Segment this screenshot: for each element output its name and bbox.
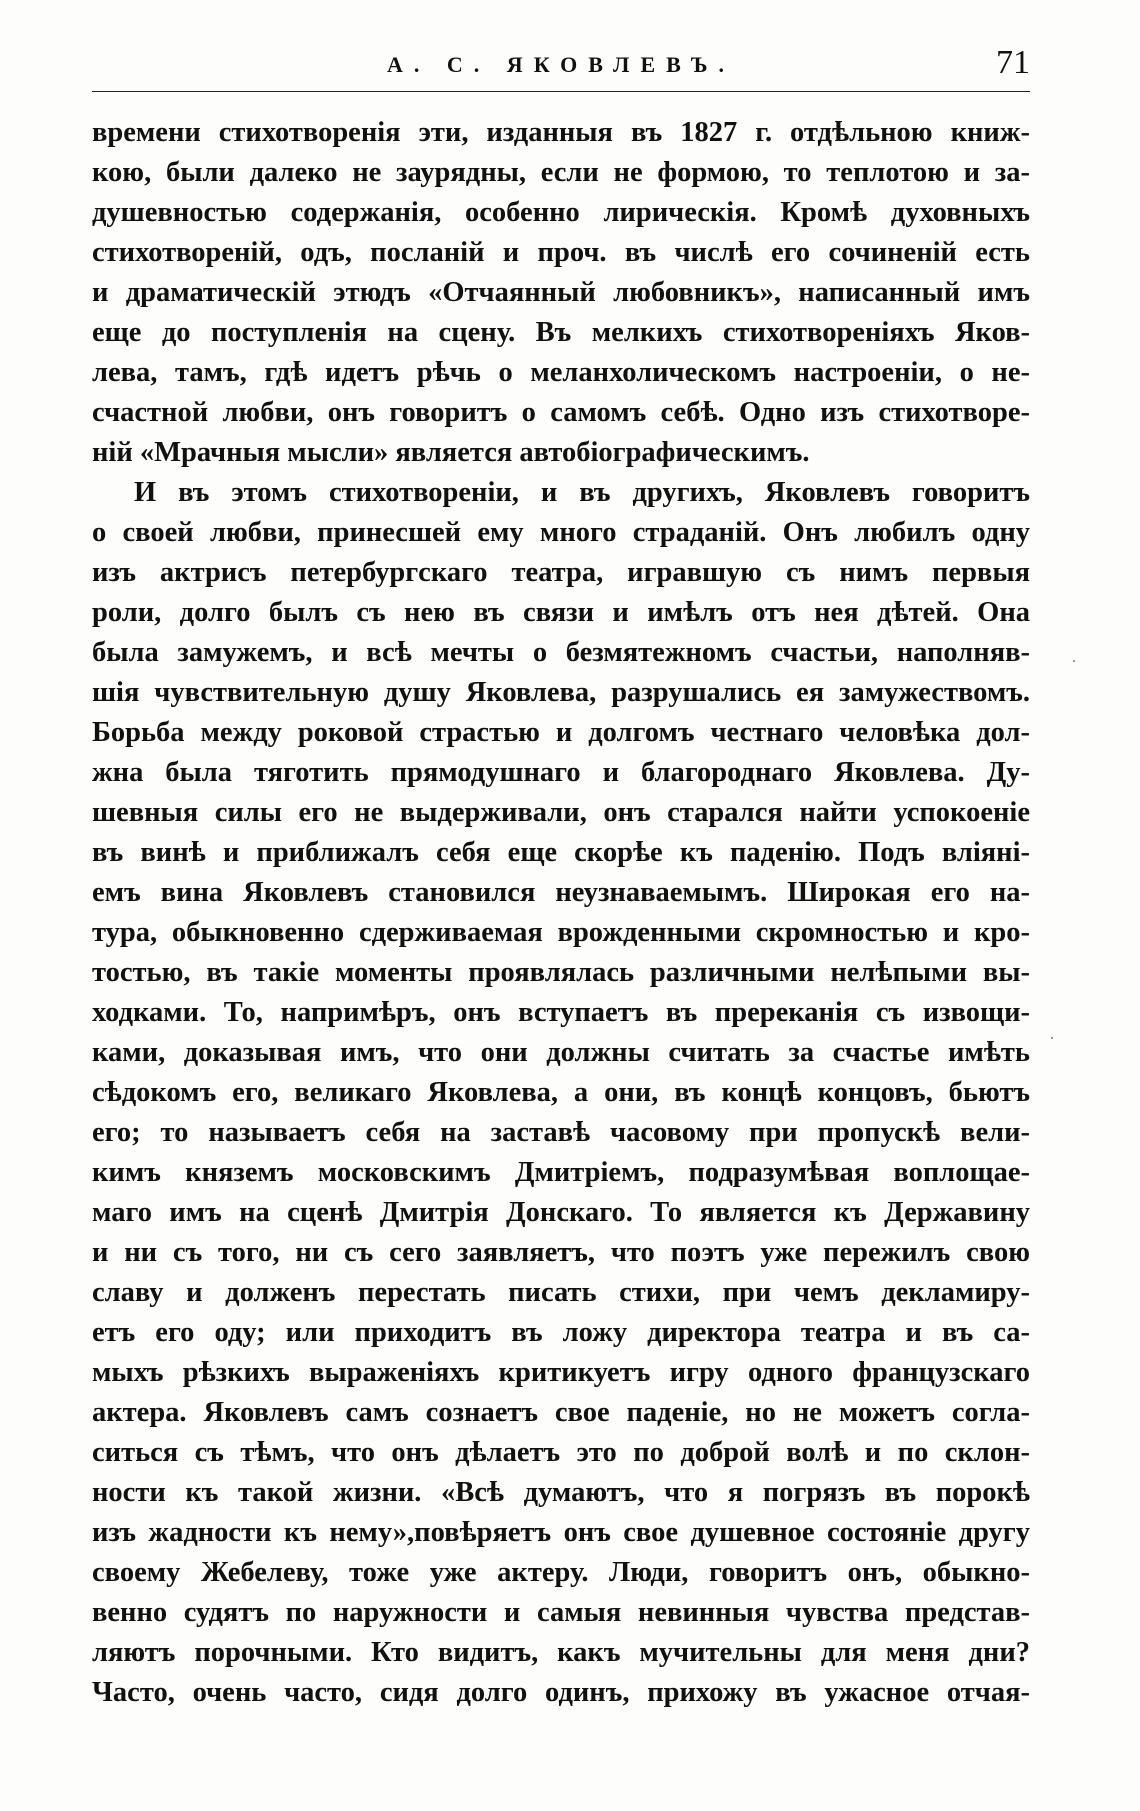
running-title: А. С. ЯКОВЛЕВЪ. — [387, 52, 735, 77]
text-line: о своей любви, принесшей ему много страданій. Онъ любилъ одну — [92, 517, 1030, 548]
text-line: времени стихотворенія эти, изданныя въ 1827 г. отдѣльною книж- — [92, 117, 1030, 148]
text-line: Часто, очень часто, сидя долго одинъ, прихожу въ ужасное отчая- — [92, 1677, 1030, 1708]
text-line: кимъ княземъ московскимъ Дмитріемъ, подразумѣвая воплощае- — [92, 1157, 1030, 1188]
text-line: изъ жадности къ нему»,повѣряетъ онъ свое душевное состояніе другу — [92, 1517, 1030, 1548]
text-line: въ винѣ и приближалъ себя еще скорѣе къ паденію. Подъ вліяні- — [92, 837, 1030, 868]
text-line: стихотвореній, одъ, посланій и проч. въ числѣ его сочиненій есть — [92, 237, 1030, 268]
text-line: венно судятъ по наружности и самыя невинныя чувства представ- — [92, 1597, 1030, 1628]
text-line: И въ этомъ стихотвореніи, и въ другихъ, Яковлевъ говоритъ — [134, 477, 1030, 508]
text-line: актера. Яковлевъ самъ сознаетъ свое паденіе, но не можетъ согла- — [92, 1397, 1030, 1428]
body-text — [92, 113, 1030, 1713]
text-line: маго имъ на сценѣ Дмитрія Донскаго. То является къ Державину — [92, 1197, 1030, 1228]
text-line: ній «Мрачныя мысли» является автобіографическимъ. — [92, 437, 810, 468]
text-line: роли, долго былъ съ нею въ связи и имѣлъ отъ нея дѣтей. Она — [92, 597, 1030, 628]
print-speck — [1051, 1037, 1053, 1039]
text-line: своему Жебелеву, тоже уже актеру. Люди, говоритъ онъ, обыкно- — [92, 1557, 1030, 1588]
text-line: славу и долженъ перестать писать стихи, при чемъ декламиру- — [92, 1277, 1030, 1308]
text-line: емъ вина Яковлевъ становился неузнаваемымъ. Широкая его на- — [92, 877, 1030, 908]
text-line: его; то называетъ себя на заставѣ часовому при пропускѣ вели- — [92, 1117, 1030, 1148]
text-line: жна была тяготить прямодушнаго и благороднаго Яковлева. Ду- — [92, 757, 1030, 788]
text-line: сѣдокомъ его, великаго Яковлева, а они, въ концѣ концовъ, бьютъ — [92, 1077, 1030, 1108]
text-line: шія чувствительную душу Яковлева, разрушались ея замужествомъ. — [92, 677, 1030, 708]
text-line: ходками. То, напримѣръ, онъ вступаетъ въ пререканія съ извощи- — [92, 997, 1030, 1028]
page-number: 71 — [996, 44, 1030, 81]
text-line: была замужемъ, и всѣ мечты о безмятежномъ счастьи, наполняв- — [92, 637, 1030, 668]
paragraph-1 — [92, 113, 1030, 473]
text-line: ляютъ порочными. Кто видитъ, какъ мучительны для меня дни? — [92, 1637, 1030, 1668]
running-head — [92, 42, 1030, 92]
print-speck — [1073, 660, 1075, 662]
text-line: и драматическій этюдъ «Отчаянный любовникъ», написанный имъ — [92, 277, 1030, 308]
text-line: ности къ такой жизни. «Всѣ думаютъ, что я погрязъ въ порокѣ — [92, 1477, 1030, 1508]
header-rule — [92, 91, 1030, 92]
text-line: мыхъ рѣзкихъ выраженіяхъ критикуетъ игру одного французскаго — [92, 1357, 1030, 1388]
text-line: лева, тамъ, гдѣ идетъ рѣчь о меланхолическомъ настроеніи, о не- — [92, 357, 1030, 388]
paragraph-2 — [92, 473, 1030, 1713]
text-line: тура, обыкновенно сдерживаемая врожденными скромностью и кро- — [92, 917, 1030, 948]
text-line: тостью, въ такіе моменты проявлялась различными нелѣпыми вы- — [92, 957, 1030, 988]
text-line: етъ его оду; или приходитъ въ ложу директора театра и въ са- — [92, 1317, 1030, 1348]
text-line: шевныя силы его не выдерживали, онъ старался найти успокоеніе — [92, 797, 1030, 828]
text-line: ситься съ тѣмъ, что онъ дѣлаетъ это по доброй волѣ и по склон- — [92, 1437, 1030, 1468]
text-line: душевностью содержанія, особенно лирическія. Кромѣ духовныхъ — [92, 197, 1030, 228]
text-line: кою, были далеко не заурядны, если не формою, то теплотою и за- — [92, 157, 1030, 188]
text-line: Борьба между роковой страстью и долгомъ честнаго человѣка дол- — [92, 717, 1030, 748]
text-line: ками, доказывая имъ, что они должны считать за счастье имѣть — [92, 1037, 1030, 1068]
text-line: еще до поступленія на сцену. Въ мелкихъ стихотвореніяхъ Яков- — [92, 317, 1030, 348]
text-line: счастной любви, онъ говоритъ о самомъ себѣ. Одно изъ стихотворе- — [92, 397, 1030, 428]
text-line: изъ актрисъ петербургскаго театра, игравшую съ нимъ первыя — [92, 557, 1030, 588]
text-line: и ни съ того, ни съ сего заявляетъ, что поэтъ уже пережилъ свою — [92, 1237, 1030, 1268]
